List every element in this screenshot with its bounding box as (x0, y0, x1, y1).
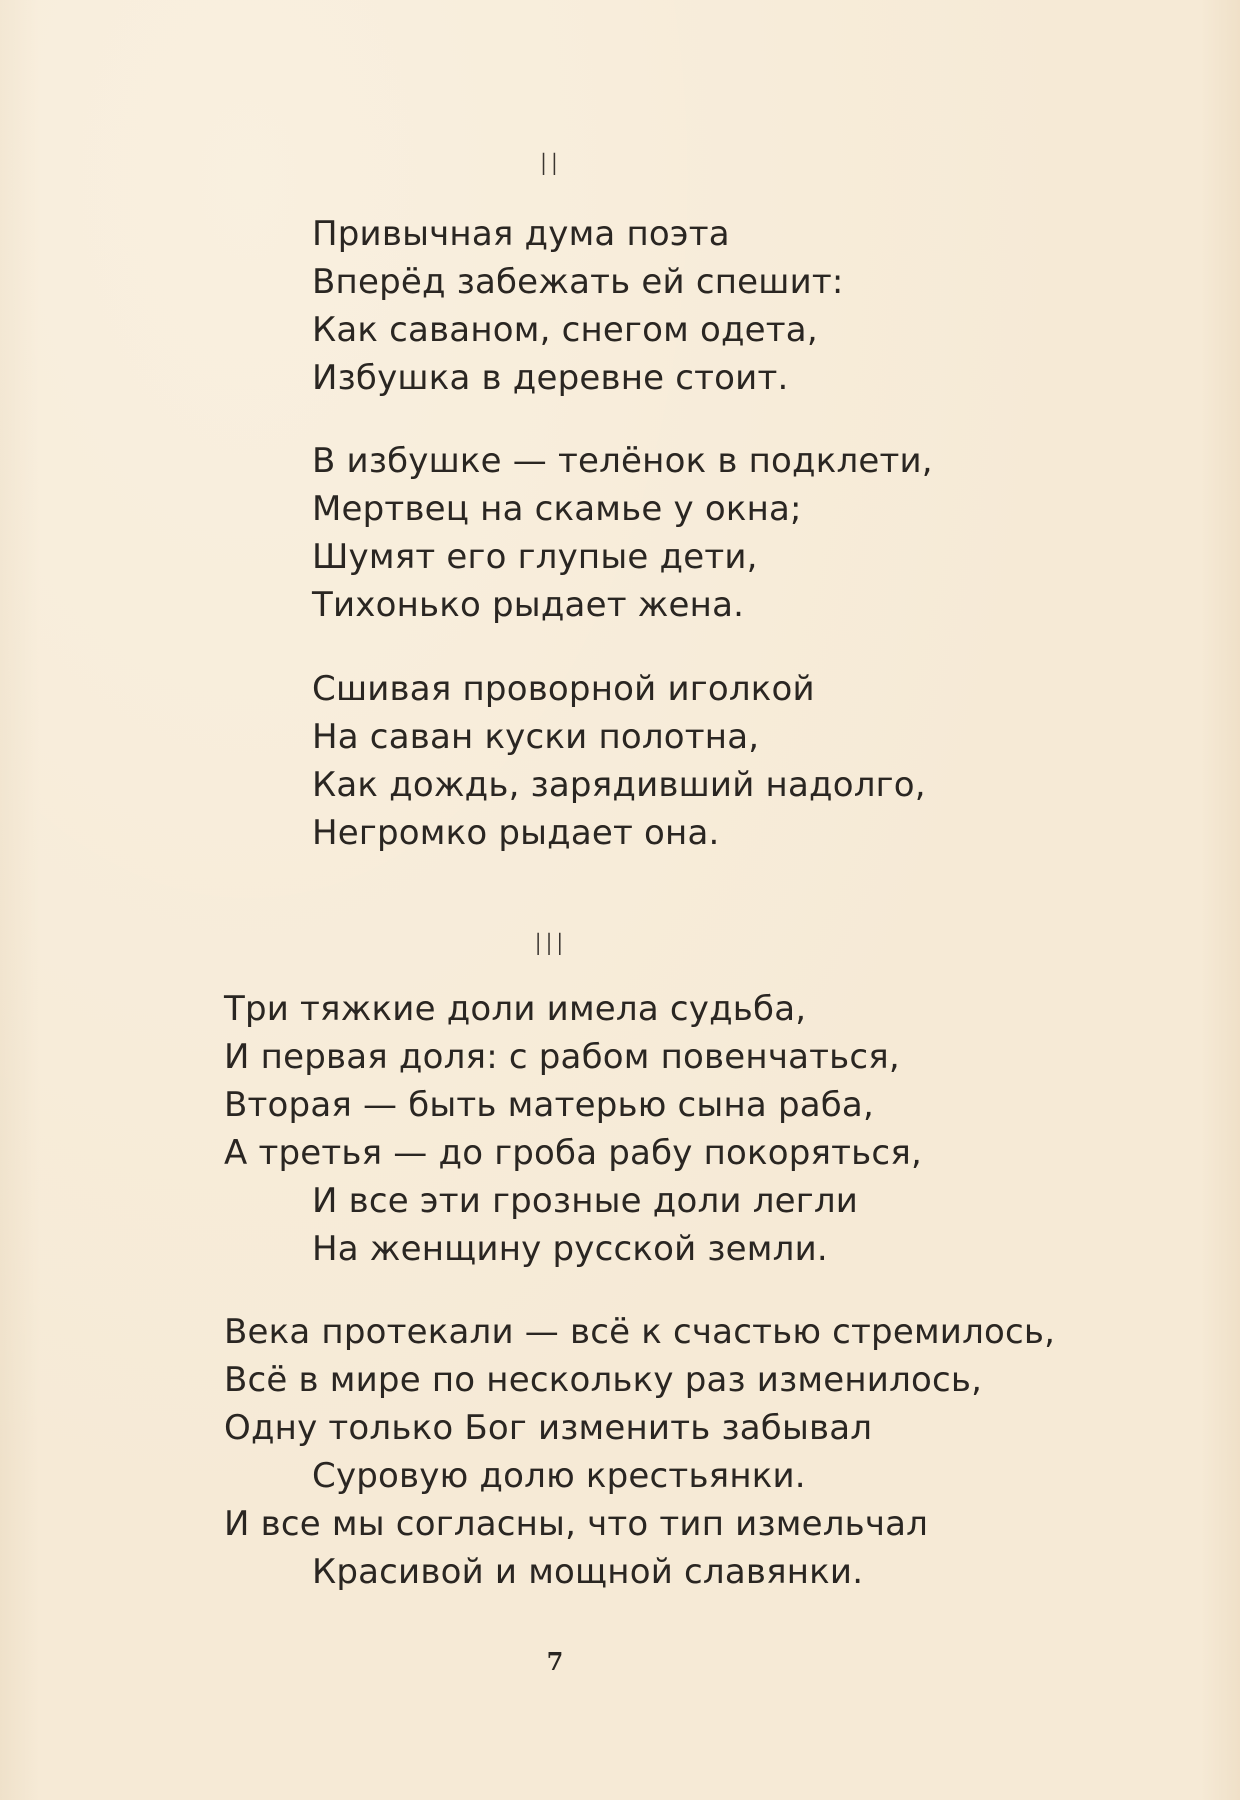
verse-line: Избушка в деревне стоит. (312, 358, 789, 398)
verse-line: Сшивая проворной иголкой (312, 669, 815, 709)
verse-line: Красивой и мощной славянки. (312, 1552, 864, 1592)
verse-line: Мертвец на скамье у окна; (312, 489, 802, 529)
verse-line: На женщину русской земли. (312, 1229, 828, 1269)
verse-line: Суровую долю крестьянки. (312, 1456, 806, 1496)
stanza-1 (312, 210, 844, 402)
verse-line: Три тяжкие доли имела судьба, (224, 989, 807, 1029)
section-numeral-iii: III (533, 928, 567, 963)
verse-line: Шумят его глупые дети, (312, 537, 758, 577)
verse-line: Вторая — быть матерью сына раба, (224, 1085, 874, 1125)
verse-line: Вперёд забежать ей спешит: (312, 262, 844, 302)
verse-line: И все эти грозные доли легли (312, 1181, 859, 1221)
verse-line: Века протекали — всё к счастью стремилось, (224, 1312, 1056, 1352)
section-numeral-ii: II (539, 148, 561, 183)
verse-line: И первая доля: с рабом повенчаться, (224, 1037, 900, 1077)
verse-line: Всё в мире по нескольку раз изменилось, (224, 1360, 983, 1400)
verse-line: Одну только Бог изменить забывал (224, 1408, 873, 1448)
stanza-5 (224, 1308, 1055, 1596)
stanza-3 (312, 665, 926, 857)
stanza-2 (312, 437, 933, 629)
verse-line: А третья — до гроба рабу покоряться, (224, 1133, 922, 1173)
verse-line: В избушке — телёнок в подклети, (312, 441, 933, 481)
verse-line: Как саваном, снегом одета, (312, 310, 818, 350)
verse-line: Негромко рыдает она. (312, 813, 720, 853)
verse-line: Как дождь, зарядивший надолго, (312, 765, 926, 805)
verse-line: Привычная дума поэта (312, 214, 730, 254)
verse-line: И все мы согласны, что тип измельчал (224, 1504, 929, 1544)
verse-line: Тихонько рыдает жена. (312, 585, 745, 625)
page-number: 7 (546, 1647, 564, 1676)
stanza-4 (224, 985, 922, 1273)
verse-line: На саван куски полотна, (312, 717, 760, 757)
